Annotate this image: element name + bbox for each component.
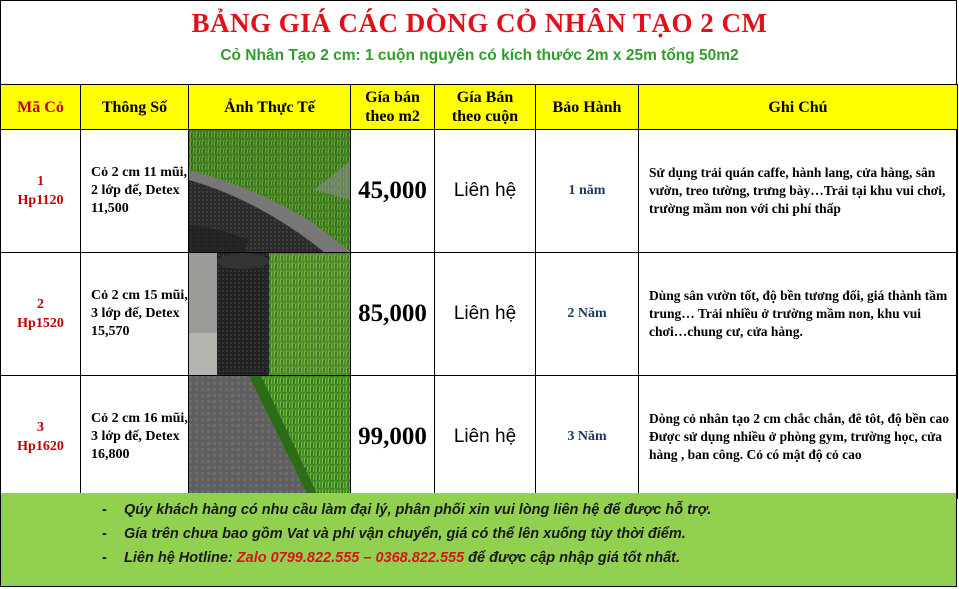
product-spec: Cỏ 2 cm 15 mũi, 3 lớp đế, Detex 15,570 (81, 253, 189, 376)
footer-note-item (1, 522, 956, 546)
table-row (1, 376, 958, 499)
warranty-period: 2 Năm (536, 253, 639, 376)
header-price-roll-line2: theo cuộn (451, 108, 519, 125)
footer-note-item (1, 498, 956, 522)
price-per-roll: Liên hệ (435, 130, 536, 253)
header-price-m2-line2: theo m2 (365, 108, 420, 125)
footer-notes (1, 493, 956, 586)
product-spec: Cỏ 2 cm 11 mũi, 2 lớp đế, Detex 11,500 (81, 130, 189, 253)
footer-note-item (1, 546, 956, 570)
hotline-numbers[interactable]: Zalo 0799.822.555 – 0368.822.555 (236, 550, 465, 566)
product-code: Hp1120 (17, 193, 64, 208)
product-note-line: Dòng cỏ nhân tạo 2 cm chắc chắn, đê tôt, độ bền cao (649, 411, 950, 426)
warranty-period: 1 năm (536, 130, 639, 253)
hotline-label: Liên hệ Hotline: (124, 550, 237, 566)
price-per-m2: 45,000 (351, 130, 435, 253)
product-code-cell (1, 253, 81, 376)
header-spec: Thông Số (81, 85, 189, 130)
price-per-m2: 85,000 (351, 253, 435, 376)
grass-roll-image (189, 130, 351, 252)
table-row (1, 253, 958, 376)
header-price-roll (435, 85, 536, 130)
hotline-suffix: để được cập nhập giá tốt nhất. (464, 550, 680, 566)
footer-note-text: Qúy khách hàng có nhu cầu làm đại lý, phân phối xin vui lòng liên hệ để được hỗ trợ. (124, 502, 712, 518)
warranty-period: 3 Năm (536, 376, 639, 499)
grass-turf-image (189, 376, 351, 498)
price-per-roll: Liên hệ (435, 376, 536, 499)
product-note-line: Được sử dụng nhiều ở phòng gym, trường học, cửa hàng , ban công. Cỏ có mật độ cỏ cao (649, 429, 942, 462)
price-table (0, 84, 958, 499)
header-price-m2 (351, 85, 435, 130)
page-subtitle: Cỏ Nhân Tạo 2 cm: 1 cuộn nguyên có kích thước 2m x 25m tổng 50m2 (220, 47, 739, 64)
product-note: Dùng sân vườn tốt, độ bền tương đối, giá thành tầm trung… Trải nhiều ở trường mầm non, khu vui chơi…chung cư, cửa hàng. (639, 253, 958, 376)
table-header-row (1, 85, 958, 130)
product-photo (189, 253, 351, 376)
row-number: 3 (37, 420, 44, 435)
table-row (1, 130, 958, 253)
price-per-m2: 99,000 (351, 376, 435, 499)
product-note (639, 376, 958, 499)
header-photo: Ảnh Thực Tế (189, 85, 351, 130)
footer-note-text: Gía trên chưa bao gồm Vat và phí vận chuyển, giá có thể lên xuống tùy thời điểm. (124, 526, 686, 542)
price-per-roll: Liên hệ (435, 253, 536, 376)
product-code-cell (1, 130, 81, 253)
header-code: Mã Cỏ (1, 85, 81, 130)
header-warranty: Bảo Hành (536, 85, 639, 130)
product-photo (189, 130, 351, 253)
product-code: Hp1620 (17, 439, 64, 454)
product-note: Sử dụng trải quán caffe, hành lang, cửa hàng, sân vườn, treo tường, trưng bày…Trải tại khu vui chơi, trường mầm non với chi phí thấp (639, 130, 958, 253)
product-spec: Cỏ 2 cm 16 mũi, 3 lớp đế, Detex 16,800 (81, 376, 189, 499)
grass-roll-image (189, 253, 351, 375)
bullet-dash: - (102, 502, 107, 518)
header-price-roll-line1: Gía Bán (456, 89, 514, 106)
row-number: 1 (37, 174, 44, 189)
product-code: Hp1520 (17, 316, 64, 331)
page-title: BẢNG GIÁ CÁC DÒNG CỎ NHÂN TẠO 2 CM (191, 8, 768, 38)
product-photo (189, 376, 351, 499)
bullet-dash: - (102, 526, 107, 542)
row-number: 2 (37, 297, 44, 312)
header-note: Ghi Chú (639, 85, 958, 130)
product-code-cell (1, 376, 81, 499)
bullet-dash: - (102, 550, 107, 566)
header-price-m2-line1: Gía bán (365, 89, 420, 106)
